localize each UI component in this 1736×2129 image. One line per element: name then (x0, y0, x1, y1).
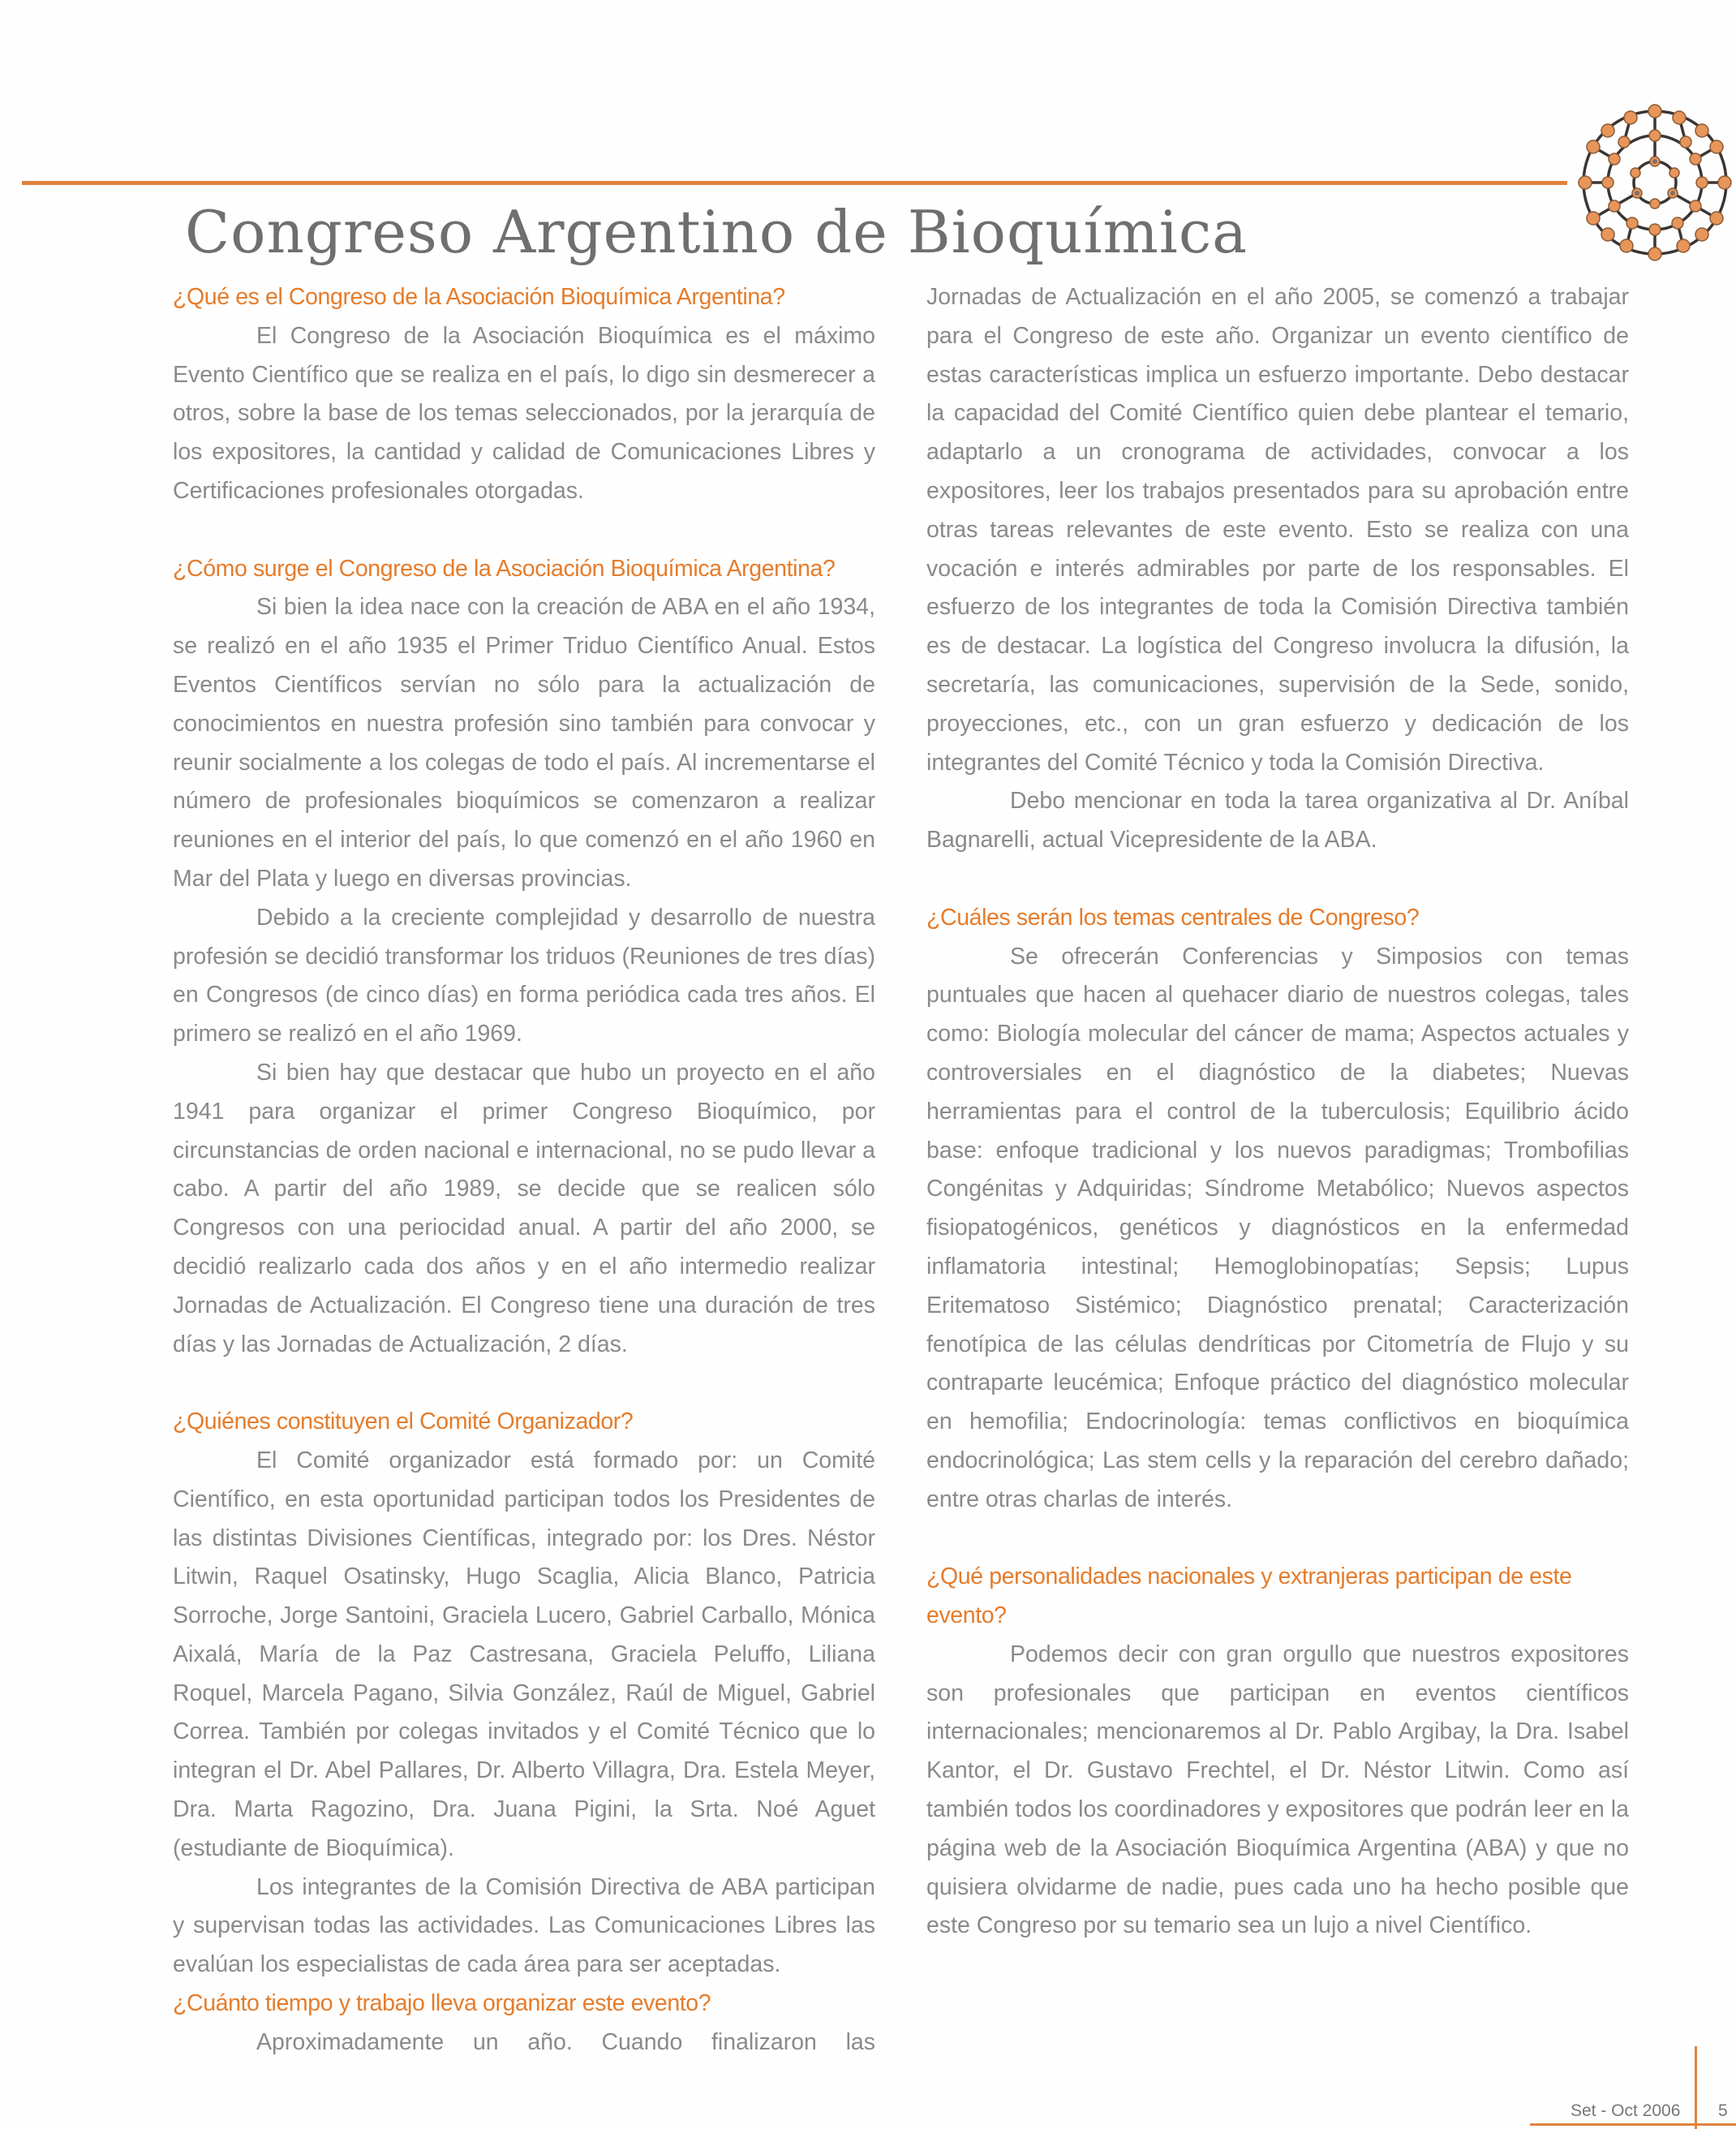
paragraph: Podemos decir con gran orgullo que nuestros expositores son profesionales que participan en eventos científicos internacionales; mencionaremos al Dr. Pablo Argibay, la Dra. Isabel Kantor, el Dr. Gustavo Frechtel, el Dr. Néstor Litwin. Como así también todos los coordinadores y expositores que podrán leer en la página web de la Asociación Bioquímica Argentina (ABA) y que no quisiera olvidarme de nadie, pues cada uno ha hecho posible que este Congreso por su temario sea un lujo a nivel Científico. (926, 1641, 1629, 1939)
article-column-right (926, 278, 1629, 1946)
section-heading: ¿Qué personalidades nacionales y extranjeras participan de este evento? (926, 1563, 1572, 1629)
paragraph: Debido a la creciente complejidad y desarrollo de nuestra profesión se decidió transformar los triduos (Reuniones de tres días) en Congresos (de cinco días) en forma periódica cada tres años. El primero se realizó en el año 1969. (173, 904, 875, 1047)
paragraph: Los integrantes de la Comisión Directiva de ABA participan y supervisan todas las actividades. Las Comunicaciones Libres las evalúan los especialistas de cada área para ser aceptadas. (173, 1873, 875, 1978)
footer-divider (1695, 2046, 1697, 2129)
paragraph: Si bien hay que destacar que hubo un proyecto en el año 1941 para organizar el primer Congreso Bioquímico, por circunstancias de orden nacional e internacional, no se pudo llevar a cabo. A partir del año 1989, se decide que se realicen sólo Congresos con una periocidad anual. A partir del año 2000, se decidió realizarlo cada dos años y en el año intermedio realizar Jornadas de Actualización. El Congreso tiene una duración de tres días y las Jornadas de Actualización, 2 días. (173, 1059, 875, 1357)
fullerene-molecule-icon (1574, 101, 1736, 264)
page-number: 5 (1718, 2101, 1728, 2120)
article-column-left (173, 278, 875, 2062)
section-heading: ¿Qué es el Congreso de la Asociación Bioquímica Argentina? (173, 284, 785, 310)
paragraph-continued: Jornadas de Actualización en el año 2005, se comenzó a trabajar para el Congreso de este año. Organizar un evento científico de estas características implica un esfuerzo importante. Debo destacar la capacidad del Comité Científico quien debe plantear el temario, adaptarlo a un cronograma de actividades, convocar a los expositores, leer los trabajos presentados para su aprobación entre otras tareas relevantes de este evento. Esto se realiza con una vocación e interés admirables por parte de los responsables. El esfuerzo de los integrantes de toda la Comisión Directiva también es de destacar. La logística del Congreso involucra la difusión, la secretaría, las comunicaciones, supervisión de la Sede, sonido, proyecciones, etc., con un gran esfuerzo y dedicación de los integrantes del Comité Técnico y toda la Comisión Directiva. (926, 284, 1629, 776)
page-title: Congreso Argentino de Bioquímica (185, 198, 1248, 266)
section-heading: ¿Cuánto tiempo y trabajo lleva organizar este evento? (173, 1990, 711, 2017)
paragraph: El Congreso de la Asociación Bioquímica es el máximo Evento Científico que se realiza en el país, lo digo sin desmerecer a otros, sobre la base de los temas seleccionados, por la jerarquía de los expositores, la cantidad y calidad de Comunicaciones Libres y Certificaciones profesionales otorgadas. (173, 322, 875, 504)
header-rule (22, 181, 1567, 185)
paragraph: Si bien la idea nace con la creación de ABA en el año 1934, se realizó en el año 1935 el Primer Triduo Científico Anual. Estos Eventos Científicos servían no sólo para la actualización de conocimientos en nuestra profesión sino también para convocar y reunir socialmente a los colegas de todo el país. Al incrementarse el número de profesionales bioquímicos se comenzaron a realizar reuniones en el interior del país, lo que comenzó en el año 1960 en Mar del Plata y luego en diversas provincias. (173, 594, 875, 892)
section-heading: ¿Cuáles serán los temas centrales de Congreso? (926, 904, 1420, 931)
paragraph: El Comité organizador está formado por: un Comité Científico, en esta oportunidad participan todos los Presidentes de las distintas Divisiones Científicas, integrado por: los Dres. Néstor Litwin, Raquel Osatinsky, Hugo Scaglia, Alicia Blanco, Patricia Sorroche, Jorge Santoini, Graciela Lucero, Gabriel Carballo, Mónica Aixalá, María de la Paz Castresana, Graciela Peluffo, Liliana Roquel, Marcela Pagano, Silvia González, Raúl de Miguel, Gabriel Correa. También por colegas invitados y el Comité Técnico que lo integran el Dr. Abel Pallares, Dr. Alberto Villagra, Dra. Estela Meyer, Dra. Marta Ragozino, Dra. Juana Pigini, la Srta. Noé Aguet (estudiante de Bioquímica). (173, 1447, 875, 1861)
paragraph: Se ofrecerán Conferencias y Simposios con temas puntuales que hacen al quehacer diario de nuestros colegas, tales como: Biología molecular del cáncer de mama; Aspectos actuales y controversiales en el diagnóstico de la diabetes; Nuevas herramientas para el control de la tuberculosis; Equilibrio ácido base: enfoque tradicional y los nuevos paradigmas; Trombofilias Congénitas y Adquiridas; Síndrome Metabólico; Nuevos aspectos fisiopatogénicos, genéticos y diagnósticos en la enfermedad inflamatoria intestinal; Hemoglobinopatías; Sepsis; Lupus Eritematoso Sistémico; Diagnóstico prenatal; Caracterización fenotípica de las células dendríticas por Citometría de Flujo y su contraparte leucémica; Enfoque práctico del diagnóstico molecular en hemofilia; Endocrinología: temas conflictivos en bioquímica endocrinológica; Las stem cells y la reparación del cerebro dañado; entre otras charlas de interés. (926, 943, 1629, 1512)
section-heading: ¿Quiénes constituyen el Comité Organizador? (173, 1409, 634, 1435)
footer-rule (1530, 2123, 1736, 2126)
paragraph: Debo mencionar en toda la tarea organizativa al Dr. Aníbal Bagnarelli, actual Vicepresidente de la ABA. (926, 788, 1629, 854)
section-heading: ¿Cómo surge el Congreso de la Asociación Bioquímica Argentina? (173, 555, 836, 582)
paragraph: Aproximadamente un año. Cuando finalizaron las (256, 2028, 875, 2055)
issue-date: Set - Oct 2006 (1571, 2101, 1681, 2120)
